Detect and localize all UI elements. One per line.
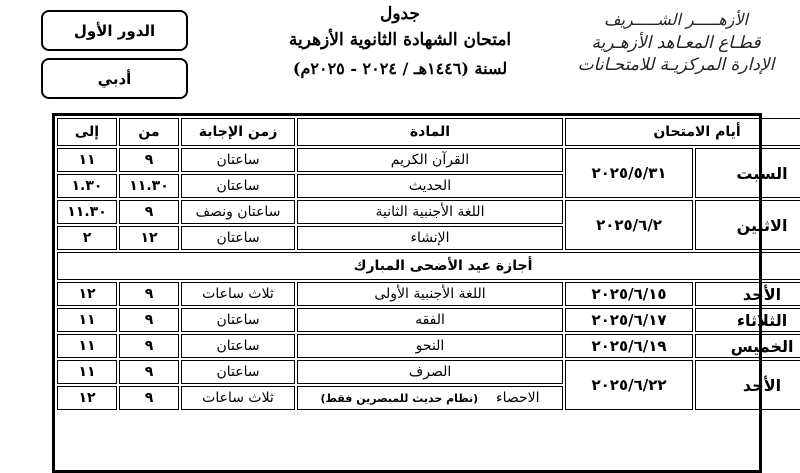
from-cell: ٩ bbox=[119, 282, 179, 306]
title-line-1: جدول bbox=[380, 4, 420, 24]
day-cell: الأحد bbox=[695, 282, 800, 306]
subject-cell: الفقه bbox=[297, 308, 563, 332]
table-row bbox=[57, 200, 800, 224]
round-badge: الدور الأول bbox=[41, 10, 188, 51]
header-to: إلى bbox=[57, 118, 117, 146]
to-cell: ١٢ bbox=[57, 282, 117, 306]
institution-line-3: الإدارة المركزيـة للامتحـانات bbox=[577, 55, 775, 75]
page-title bbox=[250, 2, 550, 84]
from-cell: ٩ bbox=[119, 308, 179, 332]
table-row bbox=[57, 334, 800, 358]
table-row bbox=[57, 360, 800, 384]
duration-cell: ساعتان bbox=[181, 360, 295, 384]
subject-cell: الصرف bbox=[297, 360, 563, 384]
date-cell: ٢٠٢٥/٥/٣١ bbox=[565, 148, 693, 198]
duration-cell: ساعتان bbox=[181, 148, 295, 172]
header-subject: المادة bbox=[297, 118, 563, 146]
title-line-3: لسنة (١٤٤٦هـ / ٢٠٢٤ - ٢٠٢٥م) bbox=[292, 59, 508, 78]
duration-cell: ساعتان bbox=[181, 308, 295, 332]
date-cell: ٢٠٢٥/٦/٢٢ bbox=[565, 360, 693, 410]
duration-cell: ساعتان bbox=[181, 174, 295, 198]
from-cell: ٩ bbox=[119, 200, 179, 224]
schedule-table bbox=[55, 116, 800, 412]
table-header-row bbox=[57, 118, 800, 146]
table-row bbox=[57, 148, 800, 172]
duration-cell: ثلاث ساعات bbox=[181, 386, 295, 410]
subject-cell: اللغة الأجنبية الأولى bbox=[297, 282, 563, 306]
day-cell: الأحد bbox=[695, 360, 800, 410]
header-duration: زمن الإجابة bbox=[181, 118, 295, 146]
section-badge: أدبي bbox=[41, 58, 188, 99]
header-days: أيام الامتحان bbox=[565, 118, 800, 146]
to-cell: ٢ bbox=[57, 226, 117, 250]
to-cell: ١١ bbox=[57, 334, 117, 358]
subject-cell: القرآن الكريم bbox=[297, 148, 563, 172]
subject-cell: اللغة الأجنبية الثانية bbox=[297, 200, 563, 224]
holiday-row bbox=[57, 252, 800, 280]
subject-cell: الإنشاء bbox=[297, 226, 563, 250]
from-cell: ١٢ bbox=[119, 226, 179, 250]
schedule-table-frame bbox=[52, 113, 794, 473]
to-cell: ١.٣٠ bbox=[57, 174, 117, 198]
subject-cell bbox=[297, 386, 563, 410]
subject-cell: الحديث bbox=[297, 174, 563, 198]
subject-cell: النحو bbox=[297, 334, 563, 358]
date-cell: ٢٠٢٥/٦/١٩ bbox=[565, 334, 693, 358]
subject-note: (نظام حديث للمبصرين فقط) bbox=[320, 392, 479, 405]
from-cell: ٩ bbox=[119, 334, 179, 358]
day-cell: السبت bbox=[695, 148, 800, 198]
from-cell: ٩ bbox=[119, 360, 179, 384]
title-line-2: امتحان الشهادة الثانوية الأزهرية bbox=[288, 30, 512, 50]
from-cell: ٩ bbox=[119, 148, 179, 172]
duration-cell: ساعتان bbox=[181, 334, 295, 358]
date-cell: ٢٠٢٥/٦/١٥ bbox=[565, 282, 693, 306]
to-cell: ١١ bbox=[57, 360, 117, 384]
institution-line-2: قطـاع المعـاهد الأزهـرية bbox=[591, 33, 761, 53]
day-cell: الخميس bbox=[695, 334, 800, 358]
institution-logo-text bbox=[566, 8, 786, 76]
subject-name: الاحصاء bbox=[496, 390, 540, 406]
from-cell: ٩ bbox=[119, 386, 179, 410]
to-cell: ١٢ bbox=[57, 386, 117, 410]
to-cell: ١١ bbox=[57, 148, 117, 172]
to-cell: ١١ bbox=[57, 308, 117, 332]
table-row bbox=[57, 282, 800, 306]
date-cell: ٢٠٢٥/٦/١٧ bbox=[565, 308, 693, 332]
table-row bbox=[57, 308, 800, 332]
date-cell: ٢٠٢٥/٦/٢ bbox=[565, 200, 693, 250]
duration-cell: ساعتان ونصف bbox=[181, 200, 295, 224]
header-from: من bbox=[119, 118, 179, 146]
duration-cell: ثلاث ساعات bbox=[181, 282, 295, 306]
holiday-cell: أجازة عيد الأضحى المبارك bbox=[57, 252, 800, 280]
duration-cell: ساعتان bbox=[181, 226, 295, 250]
from-cell: ١١.٣٠ bbox=[119, 174, 179, 198]
day-cell: الاثنين bbox=[695, 200, 800, 250]
to-cell: ١١.٣٠ bbox=[57, 200, 117, 224]
institution-line-1: الأزهـــــر الشـــــريف bbox=[604, 10, 748, 29]
day-cell: الثلاثاء bbox=[695, 308, 800, 332]
